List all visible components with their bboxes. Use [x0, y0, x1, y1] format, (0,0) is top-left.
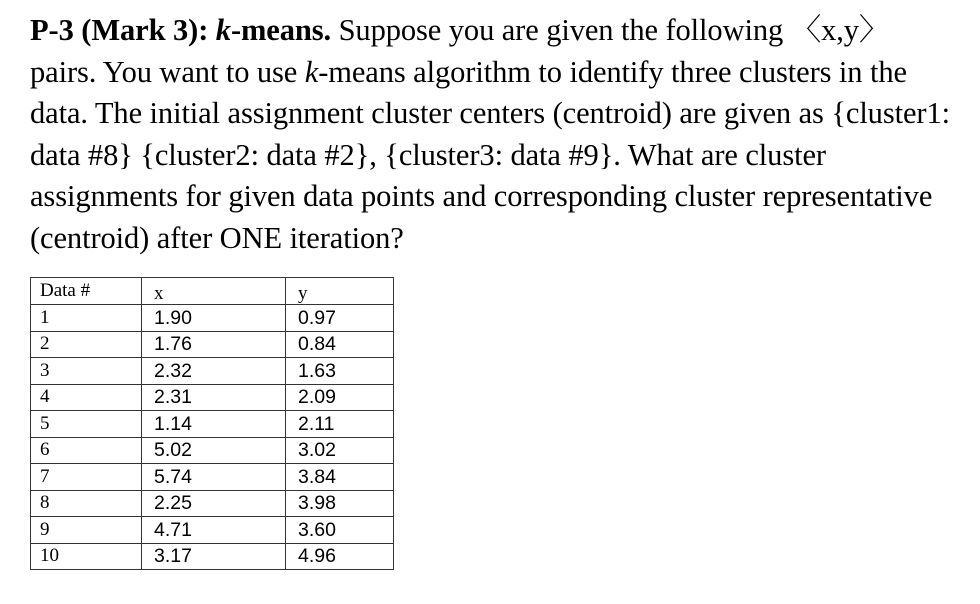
table-body	[31, 305, 394, 570]
cell-data-number: 5	[31, 411, 142, 438]
cell-y: 0.84	[286, 331, 394, 358]
header-y: y	[286, 278, 394, 305]
table-row	[31, 437, 394, 464]
table-row	[31, 464, 394, 491]
question-text	[30, 10, 960, 259]
question-text-part-b: pairs. You want to use	[30, 54, 305, 89]
table-row	[31, 490, 394, 517]
cell-y: 1.63	[286, 358, 394, 385]
cell-data-number: 4	[31, 384, 142, 411]
table-row	[31, 517, 394, 544]
k-variable: k	[215, 13, 231, 47]
question-label: P-3 (Mark 3):	[30, 13, 216, 47]
cell-data-number: 1	[31, 305, 142, 332]
header-data-number: Data #	[31, 278, 142, 305]
table-row	[31, 384, 394, 411]
cell-x: 4.71	[142, 517, 286, 544]
cell-y: 3.60	[286, 517, 394, 544]
cell-x: 1.90	[142, 305, 286, 332]
cell-data-number: 9	[31, 517, 142, 544]
cell-y: 3.02	[286, 437, 394, 464]
table-row	[31, 411, 394, 438]
cell-data-number: 3	[31, 358, 142, 385]
cell-y: 3.98	[286, 490, 394, 517]
cell-x: 3.17	[142, 543, 286, 570]
cell-x: 2.31	[142, 384, 286, 411]
pair-notation: 〈x,y〉	[790, 13, 890, 47]
cell-y: 2.09	[286, 384, 394, 411]
cell-data-number: 10	[31, 543, 142, 570]
cell-data-number: 2	[31, 331, 142, 358]
cell-x: 5.02	[142, 437, 286, 464]
cell-data-number: 6	[31, 437, 142, 464]
cell-y: 2.11	[286, 411, 394, 438]
table-row	[31, 358, 394, 385]
header-x: x	[142, 278, 286, 305]
cell-x: 2.25	[142, 490, 286, 517]
question-text-part-c: -means algorithm to identify three clusters in the data. The initial assignment cluster centers (centroid) are given as {cluster1: data #8} {cluster2: data #2}, {cluster3: data #9}. What are cluster assignments for given data points and corresponding cluster representative (centroid) after ONE iteration?	[30, 54, 950, 255]
cell-y: 3.84	[286, 464, 394, 491]
table-row	[31, 331, 394, 358]
cell-y: 0.97	[286, 305, 394, 332]
cell-x: 2.32	[142, 358, 286, 385]
cell-x: 1.76	[142, 331, 286, 358]
cell-y: 4.96	[286, 543, 394, 570]
table-header-row	[31, 278, 394, 305]
question-text-part-a: Suppose you are given the following	[331, 13, 791, 47]
cell-x: 5.74	[142, 464, 286, 491]
k-variable-inline: k	[304, 54, 319, 89]
cell-x: 1.14	[142, 411, 286, 438]
cell-data-number: 7	[31, 464, 142, 491]
table-row	[31, 543, 394, 570]
cell-data-number: 8	[31, 490, 142, 517]
table-row	[31, 305, 394, 332]
question-topic: -means.	[230, 13, 332, 47]
data-table	[30, 277, 394, 570]
